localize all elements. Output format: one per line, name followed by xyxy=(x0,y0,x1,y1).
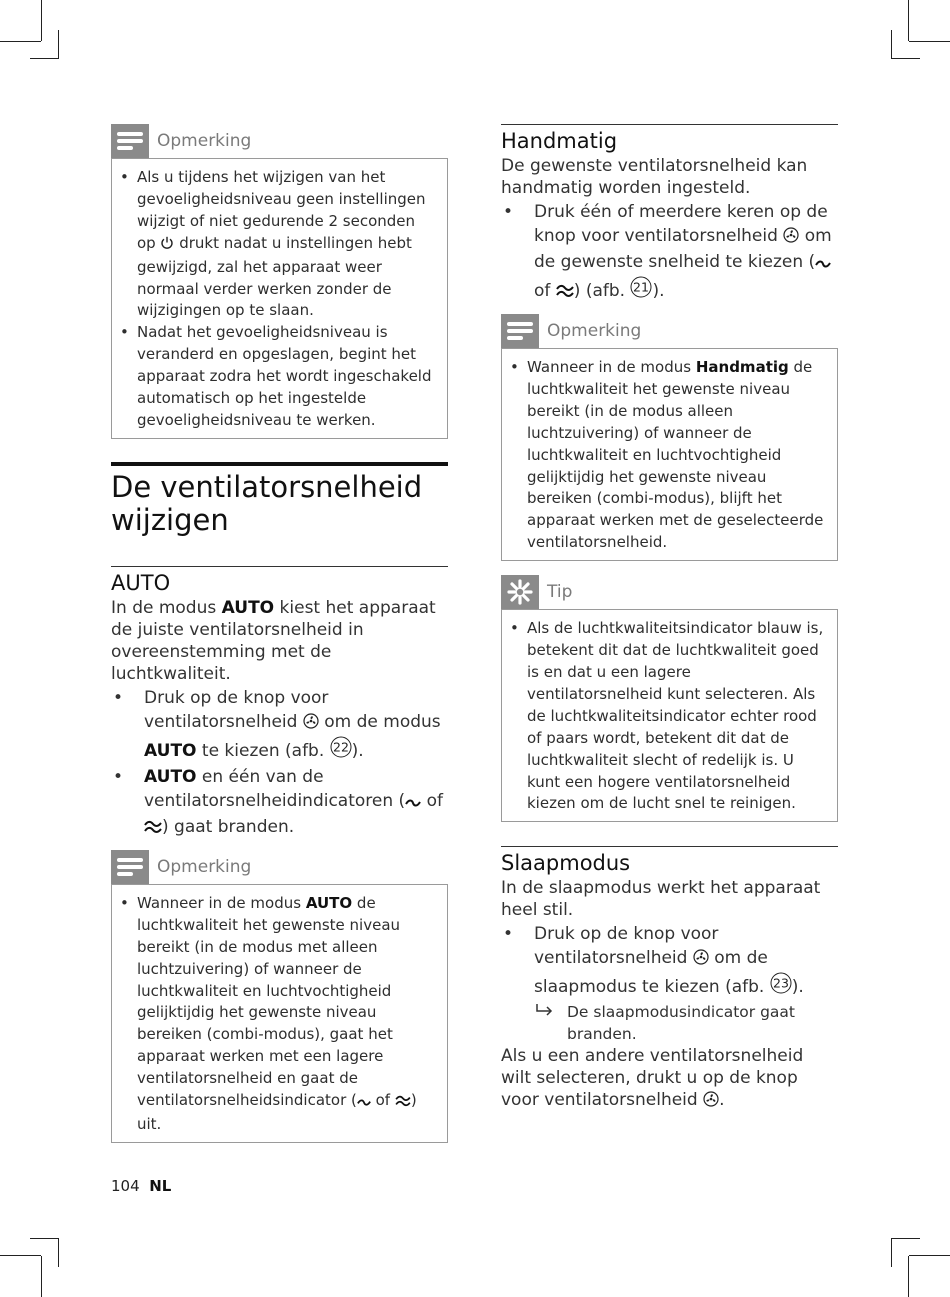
sleep-heading: Slaapmodus xyxy=(501,851,631,876)
crop-mark xyxy=(58,30,59,59)
note-box xyxy=(111,884,448,1143)
crop-mark xyxy=(30,58,59,59)
tip-header xyxy=(501,575,838,609)
heading-rule xyxy=(501,846,838,847)
crop-mark xyxy=(908,0,909,41)
left-column xyxy=(111,124,448,1143)
crop-mark xyxy=(909,1255,950,1256)
auto-heading: AUTO xyxy=(111,570,171,595)
language-code: NL xyxy=(149,1177,172,1195)
tip-block xyxy=(501,575,838,822)
auto-intro: In de modus AUTO kiest het apparaat de juiste ventilatorsnelheid in overeenstemming met de luchtkwaliteit. xyxy=(111,597,436,684)
fan-icon xyxy=(783,226,799,250)
svg-text:21: 21 xyxy=(633,279,650,295)
tip-label: Tip xyxy=(547,582,573,603)
note-box xyxy=(501,348,838,561)
figure-number xyxy=(630,276,652,305)
list-item: • Wanneer in de modus Handmatig de luchtkwaliteit het gewenste niveau bereikt (in de modus alleen luchtzuivering) of wanneer de luchtkwaliteit en luchtvochtigheid gelijktijdig het gewenste niveau bereiken (combi-modus), blijft het apparaat werken met de geselecteerde ventilatorsnelheid. xyxy=(510,357,827,554)
heading-rule xyxy=(111,566,448,567)
manual-heading: Handmatig xyxy=(501,129,618,153)
note-header xyxy=(111,850,448,884)
list-item: • Als de luchtkwaliteitsindicator blauw is, betekent dit dat de luchtkwaliteit goed is en dat u een lagere ventilatorsnelheid kunt selecteren. Als de luchtkwaliteitsindicator echter rood of paars wordt, betekent dit dat de luchtkwaliteit slecht of redelijk is. U kunt een hogere ventilatorsnelheid kiezen om de lucht snel te reinigen. xyxy=(510,618,827,815)
note-block xyxy=(501,314,838,561)
power-icon xyxy=(160,235,174,257)
list-item: • Druk op de knop voor ventilatorsnelheid om de modus AUTO te kiezen (afb. 22 ). xyxy=(111,686,448,765)
note-label: Opmerking xyxy=(547,321,642,341)
svg-text:23: 23 xyxy=(772,975,789,991)
manual-intro: De gewenste ventilatorsnelheid kan handmatig worden ingesteld. xyxy=(501,156,808,198)
note-label: Opmerking xyxy=(157,131,252,151)
fan-icon xyxy=(703,1091,719,1113)
crop-mark xyxy=(58,1238,59,1267)
double-wave-icon xyxy=(395,1092,411,1114)
list-item: • Wanneer in de modus AUTO de luchtkwaliteit het gewenste niveau bereikt (in de modus met alleen luchtzuivering) of wanneer de luchtkwaliteit en luchtvochtigheid gelijktijdig het gewenste niveau bereiken (combi-modus), gaat het apparaat werken met een lagere ventilatorsnelheid en gaat de ventilatorsnelheidsindicator ( of ) uit. xyxy=(120,893,437,1136)
crop-mark xyxy=(30,1238,59,1239)
crop-mark xyxy=(891,30,892,59)
double-wave-icon xyxy=(144,817,162,841)
result-arrow-icon xyxy=(535,1001,555,1023)
result-item: De slaapmodusindicator gaat branden. xyxy=(501,1001,838,1045)
single-wave-icon xyxy=(357,1092,371,1114)
sleep-intro: In de slaapmodus werkt het apparaat heel stil. xyxy=(501,878,821,921)
list-item: • Druk één of meerdere keren op de knop voor ventilatorsnelheid om de gewenste snelheid te kiezen ( of ) (afb. 21 ). xyxy=(501,200,838,305)
figure-number xyxy=(770,972,792,1001)
single-wave-icon xyxy=(815,252,831,276)
crop-mark xyxy=(891,1238,892,1267)
double-wave-icon xyxy=(556,281,574,305)
note-lines-icon xyxy=(501,314,539,348)
crop-mark xyxy=(891,1238,920,1239)
heading-rule xyxy=(501,124,838,125)
list-item: • AUTO en één van de ventilatorsnelheidindicatoren ( of ) gaat branden. xyxy=(111,765,448,841)
list-item: • Als u tijdens het wijzigen van het gevoeligheidsniveau geen instellingen wijzigt of niet gedurende 2 seconden op drukt nadat u instellingen hebt gewijzigd, zal het apparaat weer normaal verder werken zonder de wijzigingen op te slaan. xyxy=(120,167,437,322)
fan-icon xyxy=(693,948,709,972)
note-lines-icon xyxy=(111,124,149,158)
note-block xyxy=(111,124,448,439)
svg-text:22: 22 xyxy=(332,739,349,755)
section-rule xyxy=(111,462,448,466)
section-title: De ventilatorsnelheid wijzigen xyxy=(111,469,423,537)
crop-mark xyxy=(891,58,920,59)
right-column xyxy=(501,124,838,1113)
figure-number xyxy=(330,736,352,765)
crop-mark xyxy=(909,41,950,42)
list-item: • Druk op de knop voor ventilatorsnelheid om de slaapmodus te kiezen (afb. 23 ). xyxy=(501,922,838,1001)
sleep-outro: Als u een andere ventilatorsnelheid wilt selecteren, drukt u op de knop voor ventilatorsnelheid . xyxy=(501,1045,838,1113)
crop-mark xyxy=(0,1255,41,1256)
note-box xyxy=(111,158,448,439)
note-label: Opmerking xyxy=(157,856,252,877)
crop-mark xyxy=(41,0,42,41)
crop-mark xyxy=(41,1256,42,1297)
note-lines-icon xyxy=(111,850,149,884)
note-block xyxy=(111,850,448,1143)
list-item: • Nadat het gevoeligheidsniveau is veranderd en opgeslagen, begint het apparaat zodra het wordt ingeschakeld automatisch op het ingestelde gevoeligheidsniveau te werken. xyxy=(120,322,437,432)
crop-mark xyxy=(0,41,41,42)
page-number: 104 NL xyxy=(111,1177,172,1195)
crop-mark xyxy=(908,1256,909,1297)
tip-asterisk-icon xyxy=(501,575,539,609)
note-header xyxy=(111,124,448,158)
single-wave-icon xyxy=(405,791,421,815)
fan-icon xyxy=(303,712,319,736)
note-header xyxy=(501,314,838,348)
tip-box xyxy=(501,609,838,822)
